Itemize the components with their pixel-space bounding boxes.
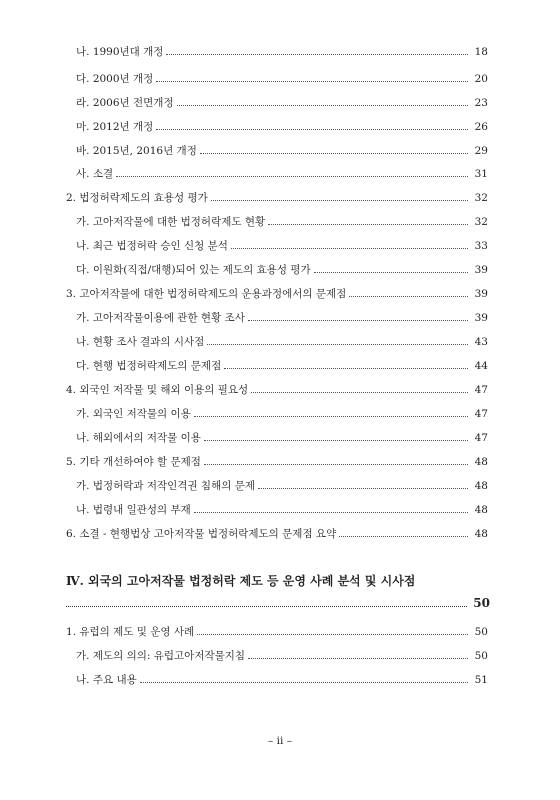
- dot-leader: [258, 487, 468, 489]
- toc-entry-label: 가. 제도의 의의: 유럽고아저작물지침: [76, 650, 246, 662]
- toc-entry-page: 32: [474, 216, 488, 228]
- toc-entry-label: 라. 2006년 전면개정: [76, 97, 174, 109]
- toc-entry: [76, 144, 488, 158]
- toc-entry-page: 23: [474, 97, 488, 109]
- toc-entry-page: 39: [474, 288, 488, 300]
- toc-entry-page: 48: [474, 528, 488, 540]
- toc-entry: [76, 649, 488, 663]
- toc-entry-page: 50: [474, 626, 488, 638]
- dot-leader: [204, 439, 468, 441]
- toc-entry-page: 26: [474, 121, 488, 133]
- toc-entry-page: 48: [474, 504, 488, 516]
- toc-entry-page: 20: [474, 73, 488, 85]
- toc-entry: [66, 383, 488, 397]
- toc-entry-page: 48: [474, 456, 488, 468]
- toc-entry: [66, 191, 488, 205]
- toc-entry-page: 39: [474, 264, 488, 276]
- dot-leader: [224, 367, 468, 369]
- toc-entry: [66, 527, 488, 541]
- toc-entry: [76, 335, 488, 349]
- dot-leader: [156, 80, 468, 82]
- toc-entry-label: 나. 최근 법정허락 승인 신청 분석: [76, 240, 228, 252]
- toc-entry: [76, 431, 488, 445]
- toc-entry-label: 나. 주요 내용: [76, 674, 137, 686]
- toc-entry: [76, 503, 488, 517]
- toc-entry: [66, 625, 488, 639]
- toc-entry: [76, 673, 488, 687]
- toc-entry-label: 1. 유럽의 제도 및 운영 사례: [66, 626, 195, 638]
- toc-entry-label: 6. 소결 - 현행법상 고아저작물 법정허락제도의 문제점 요약: [66, 528, 337, 540]
- toc-entry-label: 나. 1990년대 개정: [76, 46, 164, 58]
- toc-entry-page: 47: [474, 432, 488, 444]
- toc-entry: [76, 407, 488, 421]
- toc-entry-label: 가. 외국인 저작물의 이용: [76, 408, 191, 420]
- dot-leader: [268, 223, 468, 225]
- dot-leader: [66, 605, 467, 607]
- dot-leader: [140, 681, 468, 683]
- toc-entry: [76, 479, 488, 493]
- chapter-heading-leader: [66, 595, 490, 611]
- toc-entry: [76, 263, 488, 277]
- toc-entry-page: 48: [474, 480, 488, 492]
- dot-leader: [204, 463, 468, 465]
- dot-leader: [251, 391, 468, 393]
- toc-entry: [76, 311, 488, 325]
- dot-leader: [194, 415, 468, 417]
- toc-entry-label: 다. 2000년 개정: [76, 73, 154, 85]
- toc-entry: [76, 215, 488, 229]
- toc-entry-label: 바. 2015년, 2016년 개정: [76, 145, 197, 157]
- toc-entry: [76, 96, 488, 110]
- toc-entry-page: 32: [474, 192, 488, 204]
- toc-entry: [76, 359, 488, 373]
- toc-entry-label: 2. 법정허락제도의 효용성 평가: [66, 192, 208, 204]
- dot-leader: [231, 247, 468, 249]
- toc-entry: [76, 72, 488, 86]
- dot-leader: [211, 199, 468, 201]
- toc-entry-label: 가. 고아저작물이용에 관한 현황 조사: [76, 312, 245, 324]
- toc-entry-label: 3. 고아저작물에 대한 법정허락제도의 운용과정에서의 문제점: [66, 288, 347, 300]
- toc-entry-label: 가. 고아저작물에 대한 법정허락제도 현황: [76, 216, 266, 228]
- dot-leader: [207, 343, 468, 345]
- toc-entry-page: 43: [474, 336, 488, 348]
- toc-entry-label: 다. 현행 법정허락제도의 문제점: [76, 360, 222, 372]
- dot-leader: [194, 511, 468, 513]
- dot-leader: [248, 319, 468, 321]
- dot-leader: [177, 104, 468, 106]
- toc-entry-page: 47: [474, 384, 488, 396]
- dot-leader: [156, 128, 468, 130]
- toc-entry-label: 사. 소결: [76, 168, 114, 180]
- toc-entry-label: 4. 외국인 저작물 및 해외 이용의 필요성: [66, 384, 249, 396]
- toc-entry-label: 가. 법정허락과 저작인격권 침해의 문제: [76, 480, 255, 492]
- toc-entry-label: 나. 법령내 일관성의 부재: [76, 504, 191, 516]
- page-number-footer: – ii –: [268, 735, 292, 747]
- toc-entry-page: 39: [474, 312, 488, 324]
- toc-entry: [76, 120, 488, 134]
- toc-entry-label: 나. 해외에서의 저작물 이용: [76, 432, 201, 444]
- dot-leader: [314, 271, 468, 273]
- dot-leader: [166, 53, 468, 55]
- toc-entry-page: 50: [474, 650, 488, 662]
- dot-leader: [197, 633, 468, 635]
- toc-entry-page: 31: [474, 168, 488, 180]
- toc-entry: [76, 45, 488, 59]
- toc-entry: [66, 287, 488, 301]
- toc-entry-page: 33: [474, 240, 488, 252]
- chapter-heading: Ⅳ. 외국의 고아저작물 법정허락 제도 등 운영 사례 분석 및 시사점: [66, 574, 416, 588]
- toc-entry-label: 마. 2012년 개정: [76, 121, 154, 133]
- toc-entry-page: 44: [474, 360, 488, 372]
- dot-leader: [200, 152, 468, 154]
- toc-entry: [66, 455, 488, 469]
- toc-entry-page: 47: [474, 408, 488, 420]
- toc-entry: [76, 239, 488, 253]
- toc-entry-page: 18: [474, 46, 488, 58]
- dot-leader: [248, 657, 468, 659]
- toc-entry-label: 5. 기타 개선하여야 할 문제점: [66, 456, 201, 468]
- chapter-page: 50: [473, 596, 490, 610]
- dot-leader: [339, 535, 468, 537]
- dot-leader: [349, 295, 468, 297]
- toc-entry-page: 29: [474, 145, 488, 157]
- toc-entry-label: 다. 이원화(직접/대행)되어 있는 제도의 효용성 평가: [76, 264, 311, 276]
- toc-entry-label: 나. 현황 조사 결과의 시사점: [76, 336, 205, 348]
- toc-entry: [76, 167, 488, 181]
- dot-leader: [116, 175, 468, 177]
- toc-entry-page: 51: [474, 674, 488, 686]
